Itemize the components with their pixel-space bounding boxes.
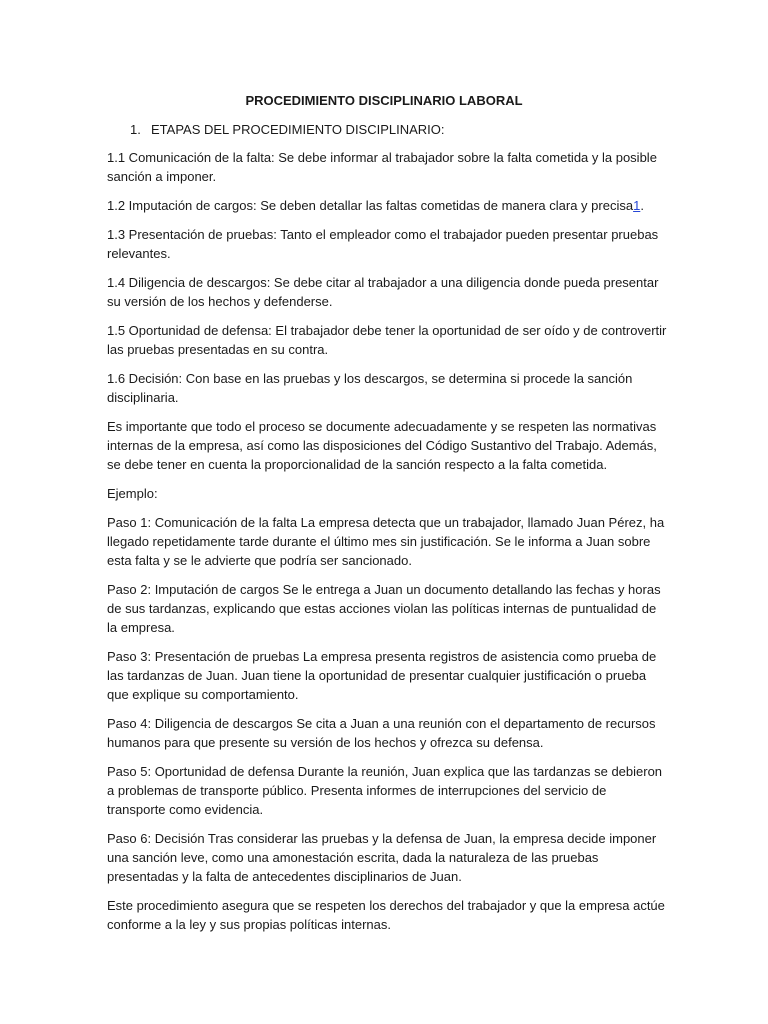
step-paragraph	[107, 196, 667, 215]
document-title: PROCEDIMIENTO DISCIPLINARIO LABORAL	[245, 93, 523, 108]
section-heading	[130, 121, 445, 139]
step-paragraph: 1.4 Diligencia de descargos: Se debe citar al trabajador a una diligencia donde pueda presentar su versión de los hechos y defenderse.	[107, 275, 659, 309]
example-step-paragraph: Paso 3: Presentación de pruebas La empresa presenta registros de asistencia como prueba de las tardanzas de Juan. Juan tiene la oportunidad de presentar cualquier justificación o prueba que explique su comportamiento.	[107, 649, 657, 702]
step-paragraph: 1.1 Comunicación de la falta: Se debe informar al trabajador sobre la falta cometida y la posible sanción a imponer.	[107, 150, 657, 184]
example-step-paragraph: Paso 6: Decisión Tras considerar las pruebas y la defensa de Juan, la empresa decide imponer una sanción leve, como una amonestación escrita, dada la naturaleza de las pruebas presentadas y la falta de antecedentes disciplinarios de Juan.	[107, 831, 657, 884]
example-step-paragraph: Paso 5: Oportunidad de defensa Durante la reunión, Juan explica que las tardanzas se debieron a problemas de transporte público. Presenta informes de interrupciones del servicio de transporte como evidencia.	[107, 764, 663, 817]
note-paragraph: Es importante que todo el proceso se documente adecuadamente y se respeten las normativas internas de la empresa, así como las disposiciones del Código Sustantivo del Trabajo. Además, se debe tener en cuenta la proporcionalidad de la sanción respecto a la falta cometida.	[107, 419, 657, 472]
example-step-paragraph: Paso 1: Comunicación de la falta La empresa detecta que un trabajador, llamado Juan Pérez, ha llegado repetidamente tarde durante el último mes sin justificación. Se le informa a Juan sobre esta falta y se le advierte que podría ser sancionado.	[107, 515, 665, 568]
step-paragraph: 1.5 Oportunidad de defensa: El trabajador debe tener la oportunidad de ser oído y de controvertir las pruebas presentadas en su contra.	[107, 323, 667, 357]
step-text: 1.2 Imputación de cargos: Se deben detallar las faltas cometidas de manera clara y precisa	[107, 198, 634, 213]
conclusion-paragraph: Este procedimiento asegura que se respeten los derechos del trabajador y que la empresa actúe conforme a la ley y sus propias políticas internas.	[107, 898, 665, 932]
document-body	[107, 148, 667, 944]
step-punctuation: .	[640, 198, 644, 213]
step-paragraph: 1.6 Decisión: Con base en las pruebas y los descargos, se determina si procede la sanción disciplinaria.	[107, 371, 633, 405]
section-heading-text: ETAPAS DEL PROCEDIMIENTO DISCIPLINARIO:	[151, 122, 445, 137]
example-label: Ejemplo:	[107, 486, 158, 501]
footnote-link[interactable]: 1	[633, 198, 641, 213]
example-step-paragraph: Paso 4: Diligencia de descargos Se cita a Juan a una reunión con el departamento de recursos humanos para que presente su versión de los hechos y ofrezca su defensa.	[107, 716, 656, 750]
section-number: 1.	[130, 122, 141, 137]
example-step-paragraph: Paso 2: Imputación de cargos Se le entrega a Juan un documento detallando las fechas y horas de sus tardanzas, explicando que estas acciones violan las políticas internas de puntualidad de la empresa.	[107, 582, 661, 635]
step-paragraph: 1.3 Presentación de pruebas: Tanto el empleador como el trabajador pueden presentar pruebas relevantes.	[107, 227, 659, 261]
